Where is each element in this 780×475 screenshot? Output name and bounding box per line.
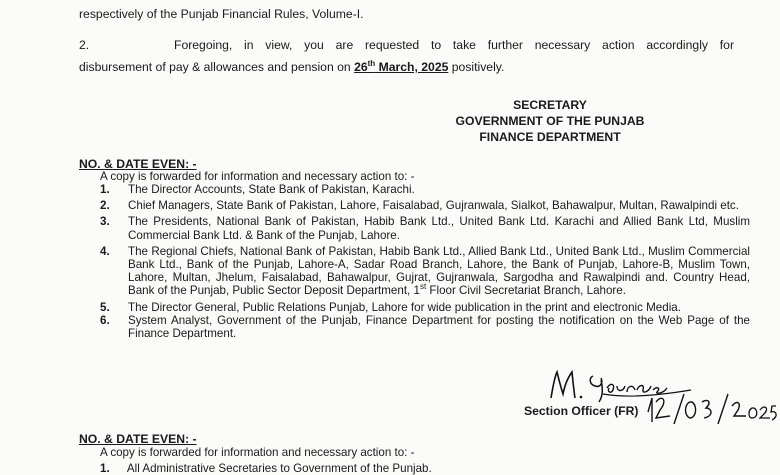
list-item-text: The Regional Chiefs, National Bank of Pakistan, Habib Bank Ltd., Allied Bank Ltd., United Bank Ltd., Muslim Commercial Bank Ltd., Bank of the Punjab, Lahore-A, Sadar Road Branch, Lahore, the Bank of Punjab, Lahore-B, Muslim Town, Lahore, Multan, Jhelum, Faisalabad, Bahawalpur, Gujrat, Gujranwala, Sargodha and Rawalpindi and. Country Head, Bank of the Punjab, Public Sector Deposit Department, 1 [128,244,750,298]
copy-forward-line-2: A copy is forwarded for information and necessary action to: - [100,446,415,459]
list-item-text: The Presidents, National Bank of Pakistan, Habib Bank Ltd., United Bank Ltd. Karachi and Allied Bank Ltd, Muslim Commercial Bank Ltd. & Bank of the Punjab, Lahore. [128,215,750,242]
list-item-text-end: Floor Civil Secretariat Branch, Lahore. [426,284,626,298]
top-text-line: respectively of the Punjab Financial Rules, Volume-I. [79,7,364,21]
handwritten-date [640,388,780,428]
paragraph-2-line1: Foregoing, in view, you are requested to take further necessary action accordingly for [174,38,734,52]
list-item-number: 4. [100,244,110,258]
signatory-block [440,97,660,145]
deadline-date [354,60,448,74]
list-item-number: 1. [100,462,110,475]
list-item-text: All Administrative Secretaries to Government of the Punjab. [126,462,432,475]
endorsement-heading-2: NO. & DATE EVEN: - [79,432,197,446]
section-officer-label: Section Officer (FR) [524,404,639,418]
distribution-list [100,183,750,340]
paragraph-number: 2. [79,38,90,52]
deadline-month-year: March, 2025 [375,60,449,74]
list-item-number: 1. [100,183,110,196]
paragraph-2-line2 [79,60,504,75]
list-item-number: 5. [100,300,110,314]
list-item-number: 3. [100,215,110,229]
list-item [100,215,750,241]
list-item [100,245,750,298]
list-item [100,301,750,314]
deadline-day-suffix: th [367,58,376,68]
list-item-text: The Director General, Public Relations Punjab, Lahore for wide publication in the print and electronic Media. [128,300,681,314]
list-item-number: 6. [100,313,110,327]
paragraph-2-end: positively. [448,60,505,74]
deadline-day: 26 [354,60,368,74]
floor-ordinal-suffix: st [419,282,427,292]
list-item [100,314,750,340]
signatory-government: GOVERNMENT OF THE PUNJAB [455,114,645,128]
list-item [100,183,750,196]
paragraph-2-text: disbursement of pay & allowances and pension on [79,60,355,74]
list-item [100,462,432,475]
list-item-text: The Director Accounts, State Bank of Pakistan, Karachi. [128,183,415,196]
list-item-text: Chief Managers, State Bank of Pakistan, Lahore, Faisalabad, Gujranwala, Sialkot, Bahawalpur, Multan, Rawalpindi etc. [128,199,739,213]
list-item [100,199,750,212]
endorsement-heading: NO. & DATE EVEN: - [79,157,197,171]
list-item-text: System Analyst, Government of the Punjab, Finance Department for posting the notification on the Web Page of the Finance Department. [128,313,750,341]
list-item-number: 2. [100,199,110,213]
signatory-department: FINANCE DEPARTMENT [479,130,621,144]
signatory-title: SECRETARY [513,98,587,112]
copy-forward-line: A copy is forwarded for information and necessary action to: - [100,170,415,183]
